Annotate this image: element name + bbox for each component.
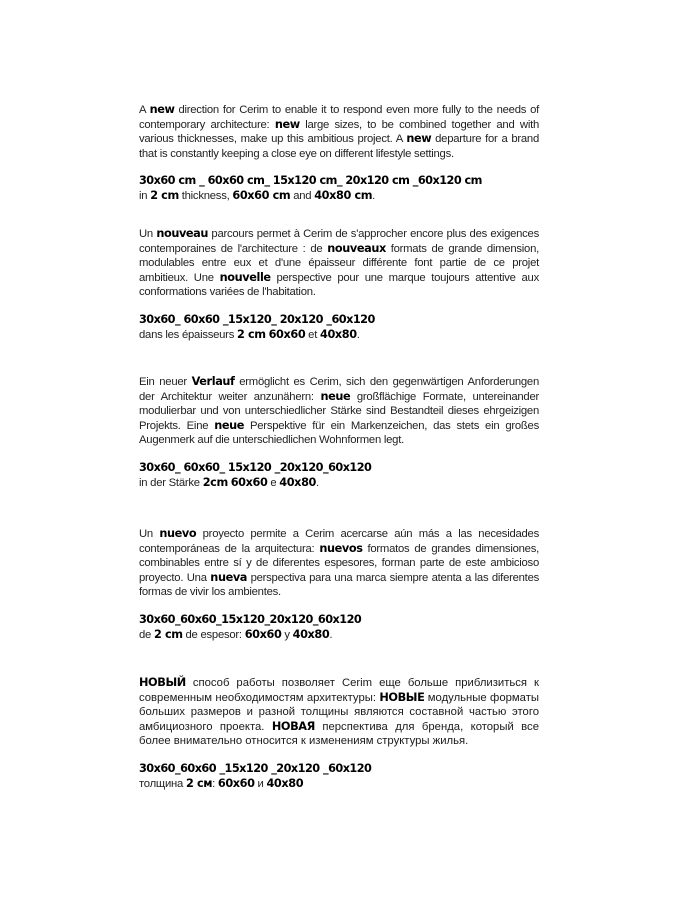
paragraph-en	[139, 103, 539, 161]
section-fr	[139, 227, 539, 342]
paragraph-text: departure for a brand that is constantly keeping a close eye on different lifestyle settings.	[139, 133, 539, 160]
sizes-line1-en: 30x60 cm _ 60x60 cm_ 15x120 cm_ 20x120 cm _60x120 cm	[139, 174, 482, 188]
sizes-en	[139, 174, 539, 203]
sizes-ru	[139, 762, 539, 791]
paragraph-es	[139, 527, 539, 600]
sizes-line2-en	[139, 190, 375, 202]
paragraph-text: перспектива для бренда, который все более внимательно относится к изменениям структуры жилья.	[139, 720, 539, 748]
paragraph-keyword: new	[406, 132, 432, 146]
sizes-keyword: 40x80 cm	[314, 188, 373, 202]
sizes-line1-de: 30x60_ 60x60_ 15x120 _20x120_60x120	[139, 460, 372, 474]
sizes-text: и	[254, 777, 267, 790]
paragraph-text: модульные форматы больших размеров и разной толщины являются составной частью этого амбициозного проекта.	[139, 691, 539, 733]
sizes-keyword: 40x80	[266, 776, 304, 790]
paragraph-text: ermöglicht es Cerim, sich den gegenwärtigen Anforderungen der Architektur weiter anzunähern:	[139, 376, 539, 403]
paragraph-text: Un	[139, 528, 160, 540]
sizes-line2-ru	[139, 778, 303, 790]
paragraph-text: formatos de grandes dimensiones, combinables entre sí y de diferentes espesores, forman parte de este ambicioso proyecto. Una	[139, 542, 539, 584]
sizes-keyword: 60x60	[244, 627, 282, 641]
paragraph-keyword: nuevos	[319, 541, 363, 555]
paragraph-text: Un	[139, 228, 157, 240]
sizes-line2-fr	[139, 329, 360, 341]
section-en	[139, 103, 539, 204]
paragraph-text: direction for Cerim to enable it to respond even more fully to the needs of contemporary architecture:	[139, 104, 539, 131]
sizes-keyword: 60x60	[268, 327, 306, 341]
sizes-keyword: 2 cm	[153, 627, 183, 641]
sizes-keyword: 60x60	[230, 475, 268, 489]
paragraph-text: Ein neuer	[139, 376, 192, 388]
sizes-text: толщина	[139, 777, 186, 790]
section-ru	[139, 676, 539, 791]
sizes-text: .	[329, 628, 333, 641]
sizes-text: dans les épaisseurs	[139, 328, 237, 341]
sizes-line1-ru: 30x60_60x60 _15x120 _20x120 _60x120	[139, 761, 372, 775]
sizes-keyword: 2 cm	[150, 188, 179, 202]
paragraph-text: способ работы позволяет Cerim еще больше приблизиться к современным необходимостям архитектуры:	[139, 677, 539, 704]
paragraph-text: A	[139, 104, 150, 116]
sizes-es	[139, 613, 539, 642]
sizes-keyword: 40x80	[292, 627, 330, 641]
paragraph-keyword: new	[274, 117, 300, 131]
paragraph-text: Perspektive für ein Markenzeichen, das stets ein großes Augenmerk auf die unterschiedlichen Wohnformen legt.	[139, 419, 539, 447]
sizes-keyword: 2 см	[185, 776, 213, 790]
sizes-text: .	[356, 328, 360, 341]
sizes-fr	[139, 313, 539, 342]
paragraph-text: formats de grande dimension, modulables entre eux et d'une épaisseur différente font partie de ce projet ambitieux. Une	[139, 242, 539, 284]
sizes-text: e	[267, 476, 280, 489]
sizes-text: thickness,	[178, 189, 233, 202]
sizes-line1-es: 30x60_60x60_15x120_20x120_60x120	[139, 612, 362, 626]
sizes-keyword: 40x80	[279, 475, 316, 489]
paragraph-keyword: Verlauf	[191, 375, 235, 388]
sizes-text: de espesor:	[182, 628, 245, 641]
sizes-keyword: 2 cm	[237, 327, 266, 341]
sizes-line1-fr: 30x60_ 60x60 _15x120_ 20x120 _60x120	[139, 312, 375, 326]
paragraph-text: perspectiva para una marca siempre atenta a las diferentes formas de vivir los ambientes.	[139, 571, 539, 599]
sizes-text: and	[290, 189, 315, 202]
sizes-de	[139, 461, 539, 490]
paragraph-text: perspective pour une marque toujours attentive aux conformations variées de l'habitation.	[139, 271, 539, 299]
paragraph-keyword: nuevo	[159, 527, 197, 540]
sizes-text: y	[281, 628, 293, 641]
paragraph-keyword: nouvelle	[219, 270, 271, 284]
sizes-text: de	[139, 628, 154, 641]
paragraph-keyword: НОВАЯ	[271, 719, 315, 733]
paragraph-text: proyecto permite a Cerim acercarse aún más a las necesidades contemporáneas de la arquitectura:	[139, 528, 539, 555]
section-es	[139, 527, 539, 642]
paragraph-keyword: nouveaux	[327, 241, 386, 255]
paragraph-keyword: new	[149, 103, 175, 116]
sizes-line2-es	[139, 629, 332, 641]
sizes-text: in	[139, 189, 151, 202]
sizes-text: .	[316, 476, 319, 489]
paragraph-fr	[139, 227, 539, 300]
sizes-keyword: 2cm	[202, 475, 228, 489]
sizes-keyword: 40x80	[320, 327, 357, 341]
section-de	[139, 375, 539, 490]
paragraph-de	[139, 375, 539, 448]
sizes-keyword: 60x60 cm	[232, 188, 291, 202]
paragraph-keyword: nueva	[210, 570, 248, 584]
sizes-text: in der Stärke	[139, 476, 203, 489]
paragraph-text: large sizes, to be combined together and with various thicknesses, make up this ambitious project. A	[139, 118, 539, 146]
paragraph-keyword: nouveau	[156, 227, 209, 240]
paragraph-ru	[139, 676, 539, 749]
sizes-text: et	[305, 328, 320, 341]
sizes-line2-de	[139, 477, 319, 489]
paragraph-keyword: neue	[320, 389, 351, 403]
paragraph-keyword: НОВЫЙ	[139, 676, 186, 689]
paragraph-keyword: НОВЫЕ	[379, 690, 425, 704]
paragraph-keyword: neue	[214, 418, 245, 432]
paragraph-text: parcours permet à Cerim de s'approcher encore plus des exigences contemporaines de l'architecture : de	[139, 228, 539, 255]
paragraph-text: großflächige Formate, untereinander modulierbar und von unterschiedlicher Stärke sind Bestandteil dieses ehrgeizigen Projekts. Eine	[139, 390, 539, 432]
sizes-text: :	[212, 777, 218, 790]
sizes-keyword: 60x60	[217, 776, 255, 790]
sizes-text: .	[372, 189, 376, 202]
